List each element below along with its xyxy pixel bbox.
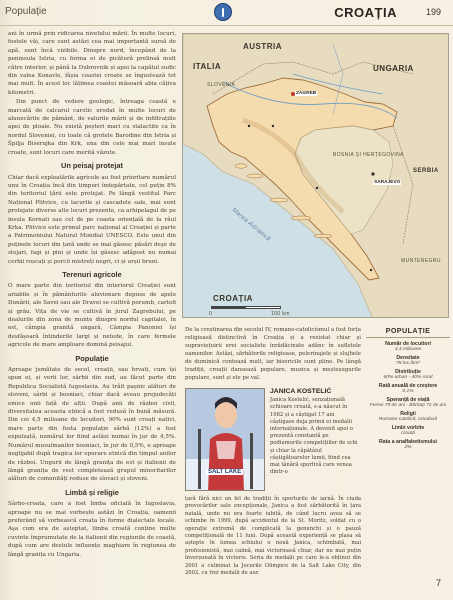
photo-caption: SALT LAKE bbox=[208, 469, 242, 475]
left-text-column bbox=[8, 30, 176, 560]
stat-value: 0,1% bbox=[402, 389, 414, 394]
skier-photo-graphic bbox=[186, 389, 265, 491]
stat-value: 60% urban · 40% rural bbox=[383, 375, 433, 380]
heading-language-religion: Limbă și religie bbox=[65, 487, 119, 497]
map-city-sarajevo: SARAJEVO bbox=[374, 180, 401, 185]
heading-agricultural-land: Terenuri agricole bbox=[62, 269, 122, 279]
religion-paragraph: De la creștinarea din secolul IV, romano-catolicismul a fost forța religioasă distinctivă în Croația și a rezistat chiar și supraviețuirii erei socialiste înrădăcinate adânc în sufletele oamenilor. Astăzi, sărbătorile religioase, pelerinajele și slujbele de duminică contează mult, iar bisericile sunt pline. Pe lângă tradiții, croații dansează populare, muzica și meșteșugurile populare, sunt și ele pe val. bbox=[185, 327, 361, 381]
map-label-slovenia: SLOVENIA bbox=[207, 82, 236, 88]
stat-value: 2% bbox=[404, 445, 412, 450]
map-scale-bar bbox=[211, 306, 281, 309]
paragraph-intro: ani în urmă prin ridicarea nivelului mării. În multe locuri, fostele văi, care sunt astăzi cea mai importantă sursă de apă, sunt încă vizibile. Dinspre nord, începând de la peninsula Istria, cu forma ei de picătură prelinsă mult către interior, și până la Dubrovnik și apoi la capătul sudic din valea Konavle, fâșia coastei croate se îngustează tot mai mult. În acest loc lățimea coastei măsoară abia câțiva kilometri. bbox=[8, 31, 176, 96]
stat-label: Distribuție bbox=[395, 369, 421, 375]
profile-box bbox=[270, 388, 360, 476]
stat-label: Rată anuală de creștere bbox=[378, 383, 438, 389]
guide-logo-icon bbox=[214, 3, 232, 21]
heading-population: Populație bbox=[75, 353, 109, 363]
map-label-bosnia: BOSNIA ȘI HERȚEGOVINA bbox=[333, 152, 404, 158]
map-label-austria: AUSTRIA bbox=[243, 42, 283, 51]
footer-page-number: 7 bbox=[435, 578, 441, 588]
heading-protected-landscape: Un peisaj protejat bbox=[60, 161, 123, 171]
paragraph-agriculture: O mare parte din teritoriul din interiorul Croației sunt ariabile și în pământurile aluvionare depuse de apele Dunării, ale Savei sau ale Dravei se cultivă porumb, cartofi și grâu. Vița de vie se cultivă în jurul Zagrebului, pe dealurile din zona de munte dinspre nordul capitalei, în est, câmpia granită ungară, Câmpia Panoniei își desfășoară întinderile largi și netede, în care fermele agricole de mare amploare domină peisajul. bbox=[8, 283, 176, 349]
map-graphic bbox=[183, 34, 449, 318]
stat-label: Limbi vorbite bbox=[391, 425, 425, 431]
map-title-croatia: CROAȚIA bbox=[213, 294, 253, 303]
stat-label: Număr de locuitori bbox=[385, 341, 431, 347]
stat-label: Rata a analfabetismului bbox=[379, 439, 437, 445]
stat-label: Speranță de viață bbox=[386, 397, 430, 403]
page-header bbox=[0, 0, 453, 26]
paragraph-population: Aproape jumătate de secol, croații, sau hrvati, cum își spun ei, și verii lor, sârbii din sud, au făcut parte din Republica Socialistă Iugoslavia. Au trăit pașnic alături de sloveni, sârbi și bosniaci, chiar dacă aveau prejudecăți emice unii față de alții. După anii de război civil, diversitatea aceasta etnică a fost redusă în bună măsură. Din cei 4,5 milioane de locuitori, 90% sunt croați nativi, mare parte din fosta populație sârbă (12%) a fost expulzată, numărul lor fiind astăzi numai în jur de 4,5%. Numărul musulmanilor bosniaci, în jur de 0,5%, e aproape neglijabil după tragica lor epurare etnică din timpul anilor de război. Ungurii de lângă granița de est și italienii de lângă granița de vest completează grupul minoritarilor alături de comunități reduse de slovaci și sloveni. bbox=[8, 367, 176, 483]
profile-continuation: țară fără nici un fel de tradiții în sporturile de iarnă. În ciuda provocărilor sale excepționale, Janica a fost sărbătorită în țara natală, unde nu era foarte iubită, de când lucru avea să se schimbe în 1999, după accidentul de la St. Moritz, soldat cu o operație extremă de complicată la genunchi și o pauză competițională de 11 luni. După această experiență se plasa să aștepte în lumea schiului o nouă Janica, schimbată, mai profesionistă, mai calmă, mai victorioasă chiar, dar nu mai puțin înverșunată în victorie. Seria de medalii pe care le-a obținut din 2001 a culminat la Jocurile Olimpice de la Salt Lake City, din 2002, cu trei medalii de aur. bbox=[185, 496, 361, 577]
skier-photo bbox=[185, 388, 265, 491]
map-label-hungary: UNGARIA bbox=[373, 64, 414, 73]
paragraph-protected: Chiar dacă exploatările agricole au fost prioritare numărul unu în Croația încă din timpuri îndepărtate, cel puțin 8% din teritoriul țării este protejat. Pe lângă vestitul Parc Național Plitvice, cu lacurile și cascadele sale, mai sunt protejate diverse alte locuri prezente, ca arhipelagul de pe insula Kornati sau cel de pe coasta oriențală de la râul Krka. Plitvice este primul parc național al Croației și parte a Patrimoniului Natural Mondial UNESCO. Este unul din puținele locuri din țară unde se mai găsesc păsări deşe de stejari, fagi și pini și unde își găsesc adăpost nu numai cerbii roșcați și porcii mistreți negri, ci și urșii bruni. bbox=[8, 174, 176, 265]
stat-value: 4,4 milioane bbox=[394, 347, 422, 352]
stat-value: 78 loc./km² bbox=[396, 361, 420, 366]
population-box-title: POPULAȚIE bbox=[366, 326, 450, 338]
map-label-montenegro: MUNTENEGRU bbox=[401, 258, 441, 264]
section-title: Populație bbox=[5, 6, 47, 17]
stat-value: Romano-catolică, ortodoxă bbox=[378, 417, 438, 422]
map-scale-zero: 0 bbox=[209, 311, 213, 317]
page-number: 199 bbox=[425, 7, 441, 17]
map-label-adriatic: Marea Adriatică bbox=[230, 207, 272, 243]
stat-label: Densitate bbox=[396, 355, 420, 361]
profile-short-text: Janica Kostelić, senzațională schioare croată, s-a născut în 1982 și a câștigat 17 ani câștigase deja primii ei medalii internaționale. A devenit apoi o prezentă constantă pe podiumurile competițiilor de schi și chiar la căpătâiul câștigătoarelor lumii, fiind cea mai tânără sportivă care venea dintr-o bbox=[270, 397, 358, 476]
paragraph-language: Sârbo-croata, care a fost limba oficială în Iugoslavia, aproape nu se mai vorbește astăzi în Croația, oamenii preferând să vorbească croata în forme dialectale locale. Aşa cum era de așteptat, limba croată conține multe cuvinte împrumutate de la italienii din regiunile de coastă, după cum are destule influențe maghiare în regiunea de lângă granița cu Ungaria. bbox=[8, 501, 176, 558]
map-label-serbia: SERBIA bbox=[413, 168, 439, 174]
country-title: CROAȚIA bbox=[334, 5, 397, 20]
paragraph-geology: Din punct de vedere geologic, întreaga coastă e marcată de calcarul carstic erodat în multe locuri de alunecările de pământ, de valurile mării și de infiltrațiile apei de ploaie. Nu există peșteri mari cu stalactite ca în nordul Sloveniei, cu toate că grotele Barodine din Istria și Špilja Biserujka din Krk, una din cele mai mari insule croate, sunt locuri care merită văzute. bbox=[8, 99, 176, 156]
stat-value: croată bbox=[401, 431, 415, 436]
map-city-zagreb: ZAGREB bbox=[296, 91, 317, 96]
profile-name: JANICA KOSTELIĆ bbox=[270, 388, 332, 395]
croatia-map bbox=[182, 33, 449, 318]
map-scale-100km: 100 km bbox=[271, 311, 290, 317]
stat-label: Religii bbox=[400, 411, 416, 417]
population-box bbox=[366, 326, 450, 506]
map-label-italy: ITALIA bbox=[193, 62, 222, 71]
stat-value: Femei 79 de ani · Bărbați 72 de ani bbox=[369, 403, 447, 408]
